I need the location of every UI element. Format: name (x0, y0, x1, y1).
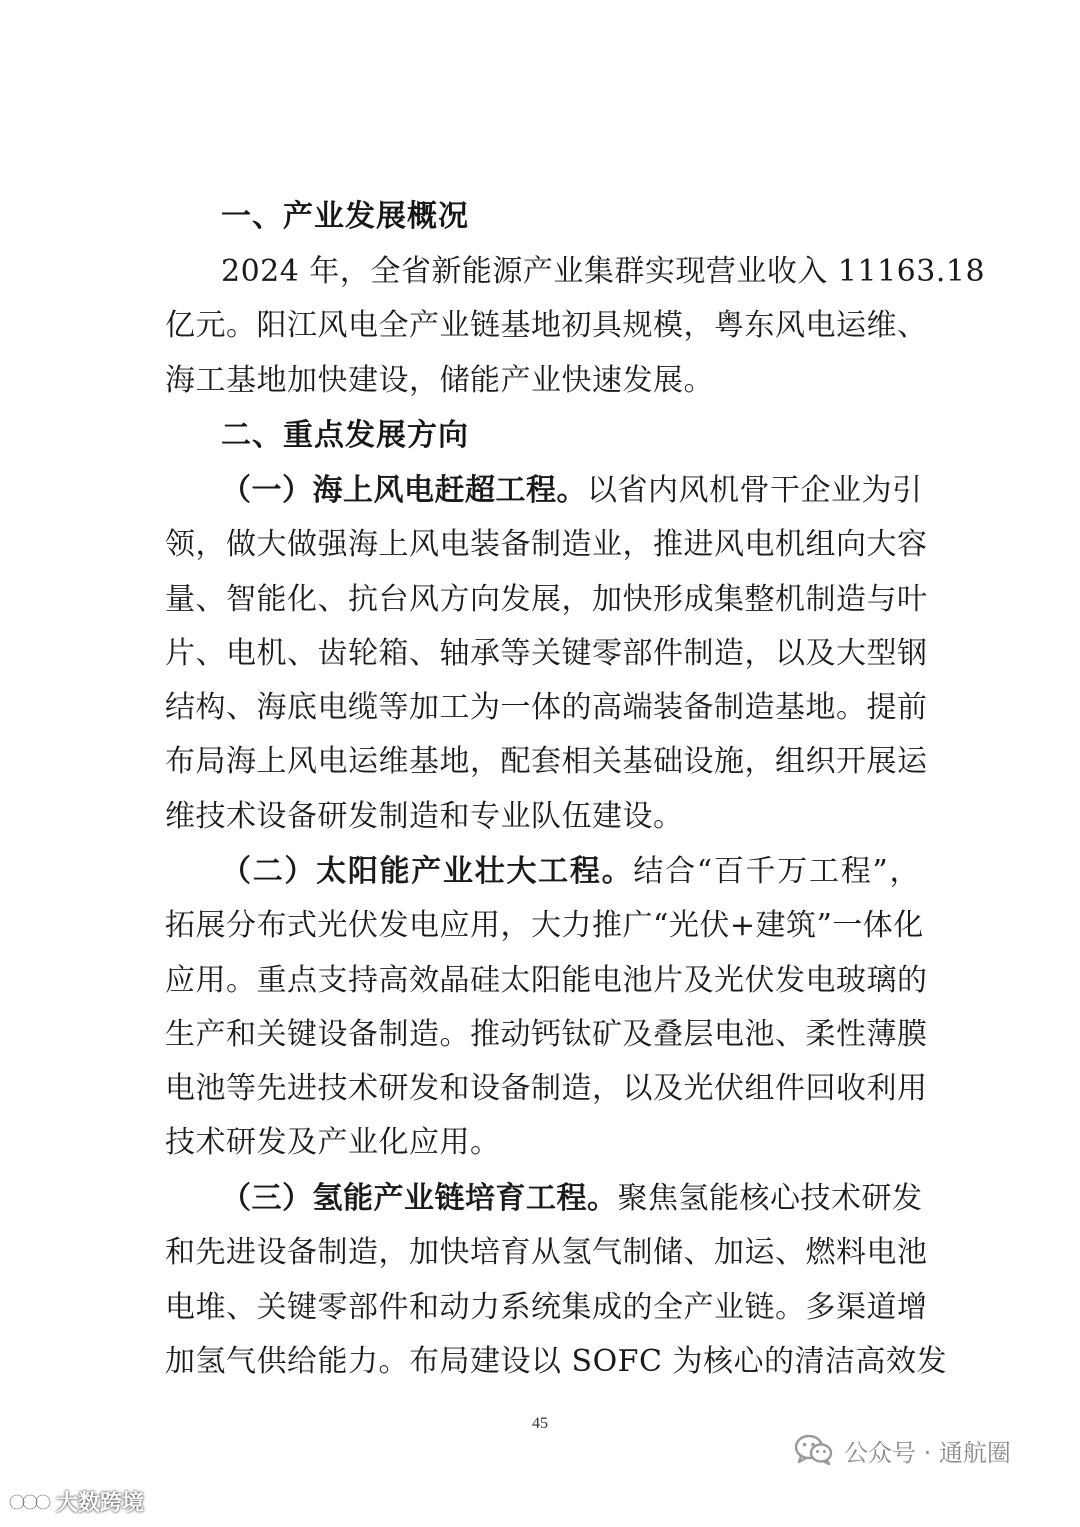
paragraph-line: 量、智能化、抗台风方向发展，加快形成集整机制造与叶 (165, 581, 928, 617)
paragraph-line: 应用。重点支持高效晶硅太阳能电池片及光伏发电玻璃的 (165, 962, 928, 998)
paragraph-line: 生产和关键设备制造。推动钙钛矿及叠层电池、柔性薄膜 (165, 1016, 928, 1052)
paragraph-line: 加氢气供给能力。布局建设以 SOFC 为核心的清洁高效发 (165, 1343, 947, 1379)
paragraph-hydrogen (165, 1172, 947, 1389)
paragraph-line: 布局海上风电运维基地，配套相关基础设施，组织开展运 (165, 744, 928, 780)
item-text: 聚焦氢能核心技术研发 (617, 1181, 923, 1216)
paragraph-first-line (221, 845, 920, 899)
paragraph-solar (165, 845, 928, 1171)
paragraph-line: 片、电机、齿轮箱、轴承等关键零部件制造，以及大型钢 (165, 635, 928, 671)
watermark-logo-icon (8, 1490, 52, 1514)
wechat-account-mark (794, 1425, 1011, 1475)
section-heading-overview: 一、产业发展概况 (221, 199, 469, 234)
paragraph-line: 电池等先进技术研发和设备制造，以及光伏组件回收利用 (165, 1071, 928, 1107)
paragraph-line: 领，做大做强海上风电装备制造业，推进风电机组向大容 (165, 527, 928, 563)
item-title: （三）氢能产业链培育工程。 (221, 1181, 618, 1216)
paragraph-line: 亿元。阳江风电全产业链基地初具规模，粤东风电运维、 (165, 308, 928, 344)
paragraph-first-line (221, 464, 923, 518)
paragraph-line: 和先进设备制造，加快培育从氢气制储、加运、燃料电池 (165, 1235, 928, 1271)
watermark (8, 1486, 144, 1517)
paragraph-line: 拓展分布式光伏发电应用，大力推广“光伏+建筑”一体化 (165, 908, 924, 944)
paragraph-first-line (221, 1172, 923, 1226)
page-number: 45 (532, 1415, 548, 1432)
watermark-text: 大数跨境 (56, 1491, 145, 1516)
item-text: 结合“百千万工程”， (633, 854, 920, 889)
paragraph-overview (165, 245, 986, 408)
paragraph-line: 结构、海底电缆等加工为一体的高端装备制造基地。提前 (165, 690, 928, 726)
item-title: （二）太阳能产业壮大工程。 (221, 854, 634, 889)
paragraph-line: 技术研发及产业化应用。 (165, 1125, 501, 1161)
paragraph-line: 电堆、关键零部件和动力系统集成的全产业链。多渠道增 (165, 1289, 928, 1325)
paragraph-offshore-wind (165, 464, 928, 844)
paragraph-line: 2024 年，全省新能源产业集群实现营业收入 11163.18 (221, 254, 986, 289)
paragraph-line: 海工基地加快建设，储能产业快速发展。 (165, 362, 714, 398)
wechat-account-label: 公众号 · 通航圈 (844, 1438, 1011, 1467)
section-heading-directions: 二、重点发展方向 (221, 418, 469, 453)
item-text: 以省内风机骨干企业为引 (587, 473, 923, 508)
paragraph-line: 维技术设备研发制造和专业队伍建设。 (165, 798, 684, 834)
item-title: （一）海上风电赶超工程。 (221, 473, 587, 508)
wechat-icon (794, 1434, 834, 1466)
